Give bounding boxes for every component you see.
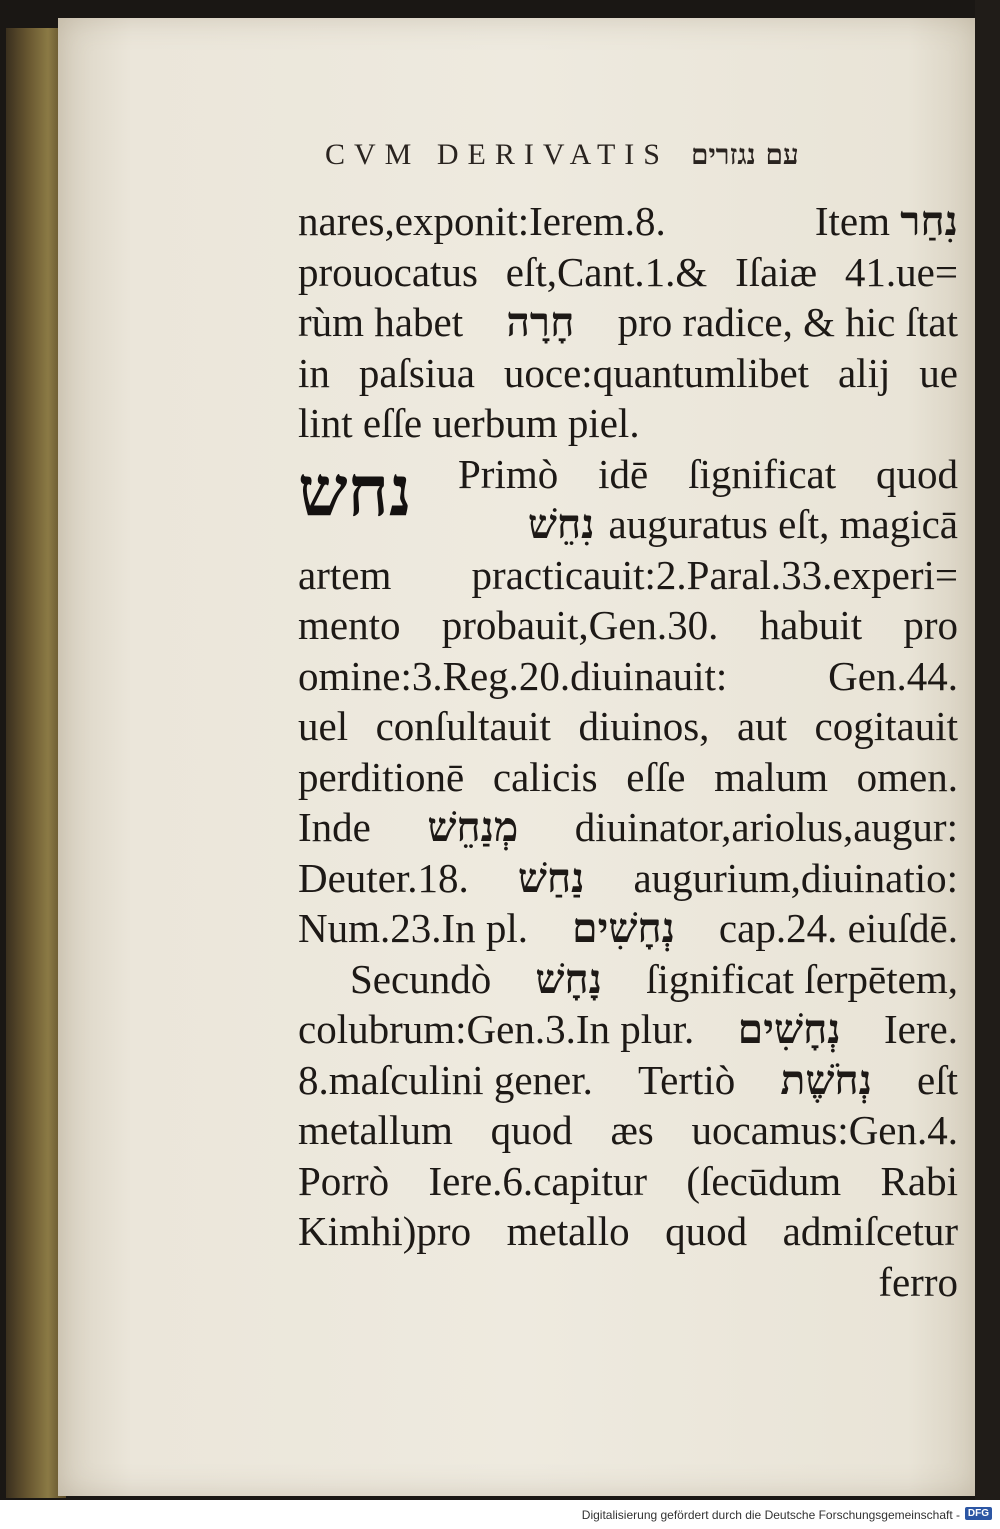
hebrew-word: נְחָשִׁים: [737, 1005, 841, 1053]
text-span: augurium,diuinatio:: [633, 854, 958, 901]
text-line: [298, 1055, 958, 1106]
text-span: Inde: [298, 804, 371, 850]
text-span: Deuter.18.: [298, 854, 469, 901]
footer-bar: [0, 1500, 1000, 1529]
text-line: artem practicauit:2.Paral.33.experi=: [298, 551, 958, 598]
hebrew-word: מְנַחֵשׁ: [427, 803, 519, 851]
text-line: omine:3.Reg.20.diuinauit: Gen.44.: [298, 652, 958, 699]
text-span: cap.24. eiuſdē.: [718, 905, 958, 951]
text-span-group: [815, 196, 958, 247]
text-line: [298, 1004, 958, 1055]
text-line: [298, 853, 958, 904]
text-line: Porrò Iere.6.capitur (ſecūdum Rabi: [298, 1157, 958, 1204]
text-line: perditionē calicis eſſe malum omen.: [298, 753, 958, 800]
text-span: Item: [814, 198, 890, 244]
text-span: Num.23.In pl.: [298, 905, 529, 951]
text-span: nares,exponit:Ierem.8.: [298, 198, 666, 244]
text-line: [458, 499, 958, 550]
lemma-block: [298, 449, 958, 550]
text-line: [298, 297, 958, 348]
text-line: Kimhi)pro metallo quod admiſcetur: [298, 1208, 958, 1254]
text-span: diuinator,ariolus,augur:: [574, 804, 958, 850]
hebrew-word: נַחַשׁ: [517, 853, 585, 902]
text-span: colubrum:Gen.3.In plur.: [298, 1006, 695, 1052]
text-line: [298, 802, 958, 853]
text-span: 8.maſculini gener.: [298, 1056, 593, 1103]
hebrew-word: נִחַר: [900, 197, 958, 245]
text-span: Iere.: [884, 1006, 958, 1052]
header-latin: CVM DERIVATIS: [325, 138, 669, 171]
text-line: lint eſſe uerbum piel.: [298, 400, 640, 446]
catchword: ferro: [878, 1258, 958, 1305]
text-line: prouocatus eſt,Cant.1.& Iſaiæ 41.ue=: [298, 248, 958, 295]
text-span: rùm habet: [298, 299, 464, 345]
header-hebrew: עם נגזרים: [690, 138, 799, 171]
funding-credit: Digitalisierung gefördert durch die Deutsche Forschungsgemeinschaft -: [581, 1508, 960, 1522]
text-span: pro radice, & hic ſtat: [617, 299, 958, 345]
body-text: [298, 196, 958, 1307]
page-right-edge: [975, 0, 1000, 1500]
text-span: Tertiò: [637, 1056, 736, 1103]
text-span: Secundò: [350, 955, 492, 1002]
text-line: [298, 903, 958, 954]
text-span: eſt: [917, 1056, 958, 1103]
hebrew-word: חָרָה: [506, 298, 575, 346]
book-spine-edge: [6, 28, 66, 1498]
hebrew-word: נְחָשִׁים: [572, 904, 675, 952]
hebrew-word: נְחֹשֶׁת: [780, 1055, 872, 1104]
hebrew-word: נִחֵשׁ: [527, 499, 595, 548]
text-span: ſignificat ſerpētem,: [646, 955, 958, 1002]
dfg-logo: DFG: [965, 1507, 992, 1520]
hebrew-word: נָחָשׁ: [535, 954, 602, 1003]
text-line: [298, 954, 958, 1005]
running-header: [325, 138, 945, 188]
text-line: Primò idē ſignificat quod: [458, 450, 958, 497]
text-line: [298, 196, 958, 247]
text-line: metallum quod æs uocamus:Gen.4.: [298, 1107, 958, 1153]
text-line: mento probauit,Gen.30. habuit pro: [298, 602, 958, 648]
text-span: auguratus eſt, magicā: [608, 500, 958, 547]
text-line: in paſsiua uoce:quantumlibet alij ue: [298, 349, 958, 396]
lemma-headword: נחש: [298, 448, 412, 532]
text-line: uel conſultauit diuinos, aut cogitauit: [298, 703, 958, 749]
